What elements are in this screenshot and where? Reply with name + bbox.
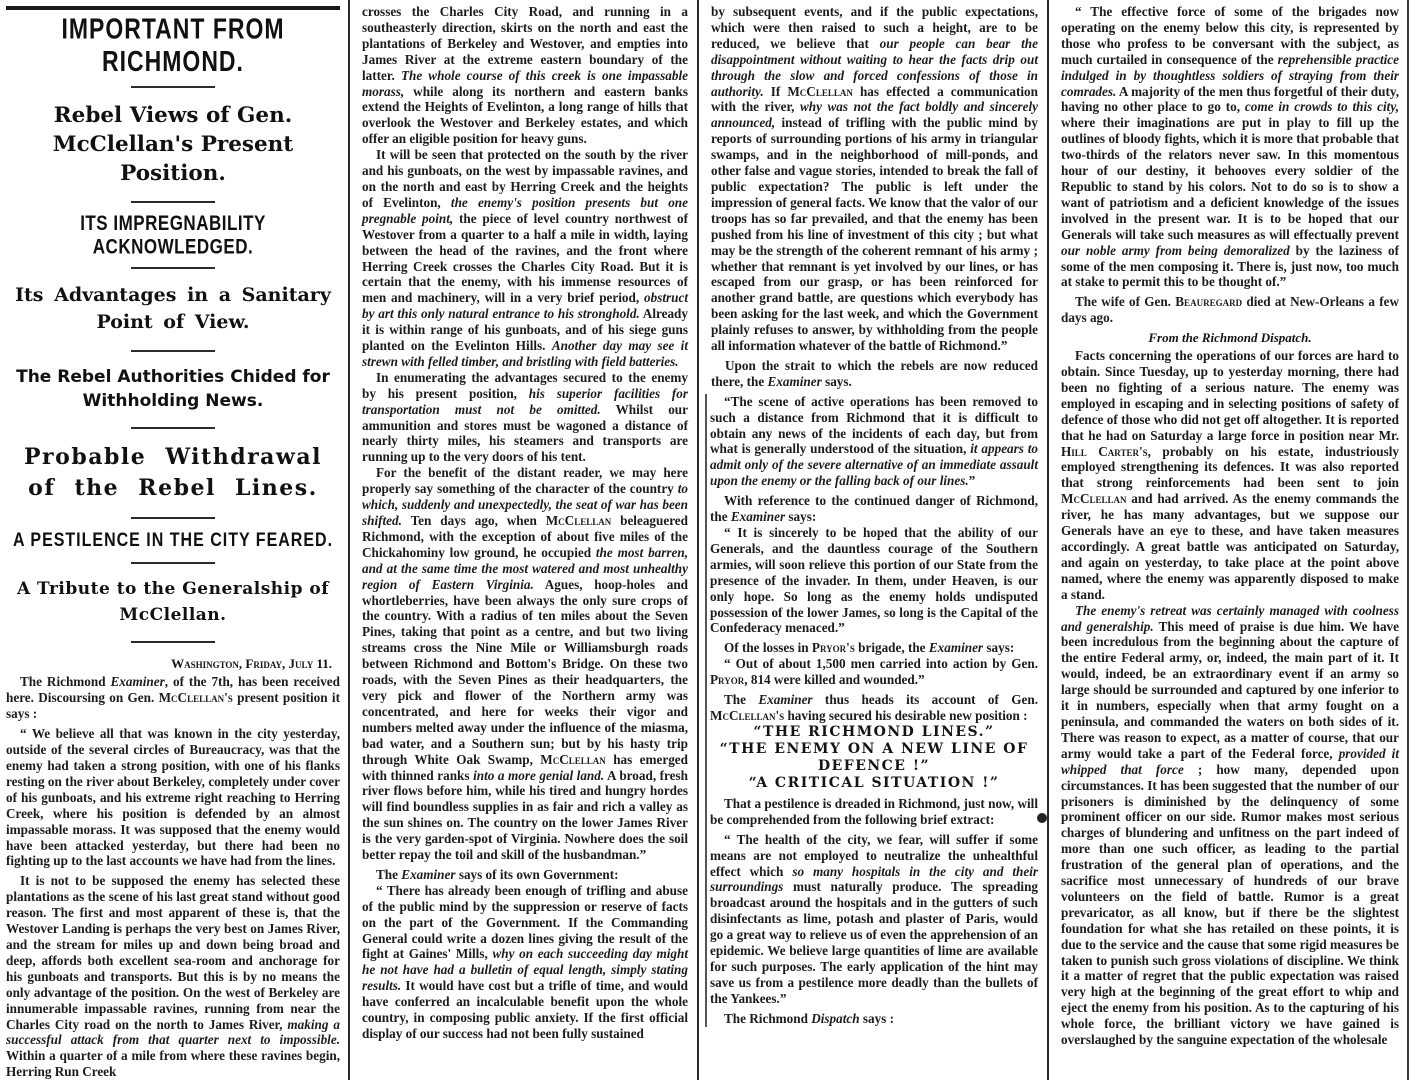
subheadline-sanitary: Its Advantages in a Sanitary Point of View. [15,283,331,334]
article-paragraph: “ There has already been enough of trifling and abuse of the public mind by the suppression or reserve of facts on the part of the Government. If the Commanding General could write a dozen lines giving the result of the fight at Gaines' Mills, why on each succeeding day might he not have had a bulletin of equal length, simply stating results. It would have cost but a trifle of time, and would have conferred an incalculable benefit upon the whole country, in composing public anxiety. If the first official display of our success had not been fully sustained [362,882,688,1041]
quoted-headline: “A CRITICAL SITUATION !” [748,774,1000,791]
article-paragraph: The Richmond Examiner, of the 7th, has been received here. Discoursing on Gen. McClellan's present position it says : [6,674,340,722]
article-paragraph: The Richmond Dispatch says : [724,1010,894,1026]
article-paragraph: That a pestilence is dreaded in Richmond, just now, will be comprehended from the following brief extract: [710,795,1038,827]
quoted-headline: “THE RICHMOND LINES.” [753,723,995,740]
subheadline-pestilence: A PESTILENCE IN THE CITY FEARED. [12,529,334,551]
scan-artifact-dot [1037,813,1047,823]
divider [131,562,215,564]
article-paragraph: For the benefit of the distant reader, we may here properly say something of the character of the country to which, suddenly and unexpectedly, the seat of war has been shifted. Ten days ago, when McClellan beleaguered Richmond, with the exception of about five miles of the Chickahominy low ground, he occupied the most barren, and at the same time the most watered and most unhealthy region of Eastern Virginia. Agues, hoop-holes and whortleberries, have been always the only sure crops of the country. With a radius of ten miles about the Seven Pines, taking that point as a centre, and but two living streams cross the Nine Mile or Williamsburgh roads between Richmond and Bottom's Bridge. On these two roads, with the Seven Pines as their headquarters, the very pick and flower of the Northern army was concentrated, and here for weeks their vigor and numbers melted away under the influence of the miasma, bad water, and a Southern sun; but by his hasty trip through White Oak Swamp, McClellan has emerged with thinned ranks into a more genial land. A broad, fresh river flows before him, while his tired and hungry hordes will find boundless supplies in as fair and rich a valley as the sun shines on. The country on the lower James River is the very garden-spot of Virginia. Nowhere does the soil better repay the toil and skill of the husbandman.” [362,465,689,863]
divider [131,350,215,352]
article-paragraph: The Examiner says of its own Government: [376,866,619,882]
article-paragraph: “ We believe all that was known in the city yesterday, outside of the several circles of Bureaucracy, was that the enemy had taken a strong position, with one of his flanks resting on the river about Berkeley, completely under cover of his gunboats, and his extreme right reaching to Herring Creek, where his position is defended by an almost impassable morass. It was supposed that the enemy would have been attacked yesterday, but there had been no fighting up to the last accounts we have had from the lines. [6,726,340,869]
article-paragraph: It will be seen that protected on the south by the river and his gunboats, on the west by impassable ravines, and on the north and east by Herring Creek and the heights of Evelinton, the enemy's position presents but one pregnable point, the piece of level country northwest of Westover from a quarter to a half a mile in width, laying between the head of the ravines, and the front where Herring Creek crosses the Charles City Road. But it is certain that the enemy, with his immense resources of men and machinery, will in a very brief period, obstruct by art this only natural entrance to his stronghold. Already it is within range of his gunboats, and of his siege guns planted on the Evelinton Hills. Another day may see it strewn with felled timber, and bristling with field batteries. [362,147,688,369]
column-4 [1047,0,1409,1080]
divider [131,517,215,519]
article-paragraph: The Examiner thus heads its account of Gen. McClellan's having secured his desirable new position : [710,692,1039,723]
divider [131,201,215,203]
subheadline-withdrawal: Probable Withdrawal of the Rebel Lines. [24,443,322,501]
subheadline-authorities-chided: The Rebel Authorities Chided for Withholding News. [16,366,330,412]
column-3 [697,0,1044,1080]
divider [131,86,215,88]
quoted-headline: “THE ENEMY ON A NEW LINE OF DEFENCE !” [719,740,1029,774]
section-subhead: From the Richmond Dispatch. [1148,330,1312,346]
top-rule [6,6,340,10]
column-1 [0,0,346,1080]
article-paragraph: The wife of Gen. Beauregard died at New-Orleans a few days ago. [1061,294,1399,326]
inset-column-section [705,394,1038,1027]
article-paragraph: It is not to be supposed the enemy has selected these plantations as the scene of his last great stand without good reason. The first and most apparent of these is, that the Westover Landing is perhaps the very best on James River, and the stream for miles up and down being broad and deep, affords both excellent sea-room and anchorage for his gunboats and transports. But this is by no means the only advantage of the position. On the west of Berkeley are innumerable impassable ravines, running from near the Charles City road on the north to James River, making a successful attack from that quarter next to impossible. Within a quarter of a mile from where these ravines begin, Herring Run Creek [6,873,340,1080]
article-paragraph: by subsequent events, and if the public expectations, which were then raised to such a height, are to be reduced, we believe that our people can bear the disappointment without waiting to hear the facts drip out through the slow and forced confessions of those in authority. If McClellan has effected a communication with the river, why was not the fact boldly and sincerely announced, instead of trifling with the public mind by reports of surrounding portions of his army in triangular swamps, and in the neighborhood of mill-ponds, and other false and vague stories, intended to break the fall of public expectation? The public is left under the impression of general facts. We know that the valor of our troops has so far prevailed, and that the enemy has been pushed from his line of investment of this city ; but what may be the strength of the coherent remnant of his army ; whether that remnant is yet involved by our lines, or has escaped from our grasp, or has been reinforced for another grand battle, are questions which everybody has been asking for the last week, and which the Government plainly refuses to answer, by withholding from the people all information whatever of the battle of Richmond.” [711,4,1038,354]
headline-main: IMPORTANT FROM RICHMOND. [61,12,285,77]
article-paragraph: “The scene of active operations has been removed to such a distance from Richmond that it is difficult to obtain any news of the incidents of each day, but from what is generally understood of the situation, it appears to admit only of the severe alternative of an immediate assault upon the enemy or the falling back of our lines.” [710,393,1039,489]
article-paragraph: In enumerating the advantages secured to the enemy by his present position, his superior facilities for transportation must not be omitted. Whilst our ammunition and stores must be wagoned a distance of nearly thirty miles, his steamers and transports are running up to the very doors of his tent. [362,369,689,465]
article-paragraph: “ The health of the city, we fear, will suffer if some means are not employed to neutralize the unhealthful effect which so many hospitals in the city and their surroundings must naturally produce. The spreading broadcast around the hospitals and in the gutters of such disinfectants as lime, potash and plaster of Paris, would go a great way to relieve us of even the apprehension of an epidemic. We believe large quantities of lime are available for such purposes. The early application of the hint may save us from a pestilence more deadly than the bullets of the Yankees.” [710,831,1038,1006]
article-paragraph: “ It is sincerely to be hoped that the ability of our Generals, and the dauntless courage of the Southern armies, will soon relieve this portion of our State from the presence of the invader. In them, under Heaven, is our only hope. So long as the enemy holds undisputed possession of the lower James, so long is the Capital of the Confederacy menaced.” [710,525,1038,636]
article-paragraph: The enemy's retreat was certainly managed with coolness and generalship. This meed of praise is due him. We have been incredulous from the beginning about the capture of the entire Federal army, or, indeed, the main part of it. It would, indeed, be an extraordinary event if an army so large should be surrounded and captured by one inferior to it in numbers, especially when that army fought on a peninsula, and commanded the waters on both sides of it. There was reason to expect, as a matter of course, that our army would take a part of the Federal force, provided it whipped that force ; how many, depended upon circumstances. It has been suggested that the number of our prisoners is diminished by the delinquency of some prominent officer on our side. Rumor makes most serious charges of blundering and unfitness on the part indeed of more than one such officer, as leading to the partial frustration of the general plan of operations, and the sacrifice most unnecessary of hundreds of our brave volunteers on the field of battle. Rumor is a great prevaricator, as all know, but if there be the slightest foundation for what she has retailed on these points, it is due to the service and the cause that some rigid measures be taken to punish such gross violations of discipline. We think it a matter of regret that the public expectation was raised very high at the beginning of the great effort to whip and eject the enemy from his position. As to the capturing of his whole force, the brilliant victory we have gained is overslaughed by the sanguine expectation of the wholesale [1061,602,1399,1048]
divider [131,641,215,643]
column-2 [348,0,694,1080]
article-paragraph: Upon the strait to which the rebels are now reduced there, the Examiner says. [711,357,1038,389]
subheadline-tribute: A Tribute to the Generalship of McClellan. [16,579,330,625]
article-paragraph: crosses the Charles City Road, and running in a southeasterly direction, skirts on the north and east the plantations of Berkeley and Westover, and empties into James River at the extreme eastern boundary of the latter. The whole course of this creek is one impassable morass, while along its northern and eastern banks extend the Heights of Evelinton, a long range of hills that overlook the Westover and Berkeley estates, and which offer an eligible position for heavy guns. [362,4,688,147]
subheadline-rebel-views: Rebel Views of Gen. McClellan's Present Position. [52,102,294,186]
article-paragraph: With reference to the continued danger of Richmond, the Examiner says: [710,493,1038,525]
subheadline-impregnability: ITS IMPREGNABILITY ACKNOWLEDGED. [80,210,266,259]
divider [131,427,215,429]
article-paragraph: “ Out of about 1,500 men carried into action by Gen. Pryor, 814 were killed and wounded.” [710,656,1038,688]
divider [131,267,215,269]
article-paragraph: Facts concerning the operations of our forces are hard to obtain. Since Tuesday, up to yesterday morning, there had been no fighting of a serious nature. The enemy was employed in escaping and in selecting positions of safety of defence of those who did not get off altogether. It is reported that he had on Saturday a large force in position near Mr. Hill Carter's, probably on his estate, industriously employed strengthening its defences. It was also reported that strong reinforcements had been sent to join McClellan and had arrived. As the enemy commands the river, he has many advantages, but we suppose our Generals have an eye to these, and have taken measures accordingly. A great battle was anticipated on Saturday, and again on yesterday, to take place at the point above named, where the enemy was apparently disposed to make a stand. [1061,348,1399,602]
article-paragraph: Of the losses in Pryor's brigade, the Examiner says: [724,640,1015,656]
article-paragraph: “ The effective force of some of the brigades now operating on the enemy below this city, is represented by those who profess to be conversant with the subject, as much curtailed in consequence of the reprehensible practice indulged in by thoughtless soldiers of straying from their comrades. A majority of the men thus forgetful of their duty, having no other place to go to, come in crowds to this city, where their imaginations are put in play to fill up the outlines of bloody fights, which it is more that probable that two-thirds of the relators never saw. In this momentous hour of our destiny, it behooves every soldier of the Republic to stand by his colors. Not to do so is to show a want of patriotism and a deficient knowledge of the issues involved in the present war. It is to be hoped that our Generals will take such measures as will effectually prevent our noble army from being demoralized by the laziness of some of the men composing it. There is, just now, too much at stake to permit this to be thought of.” [1061,4,1400,290]
dateline: Washington, Friday, July 11. [171,656,332,672]
